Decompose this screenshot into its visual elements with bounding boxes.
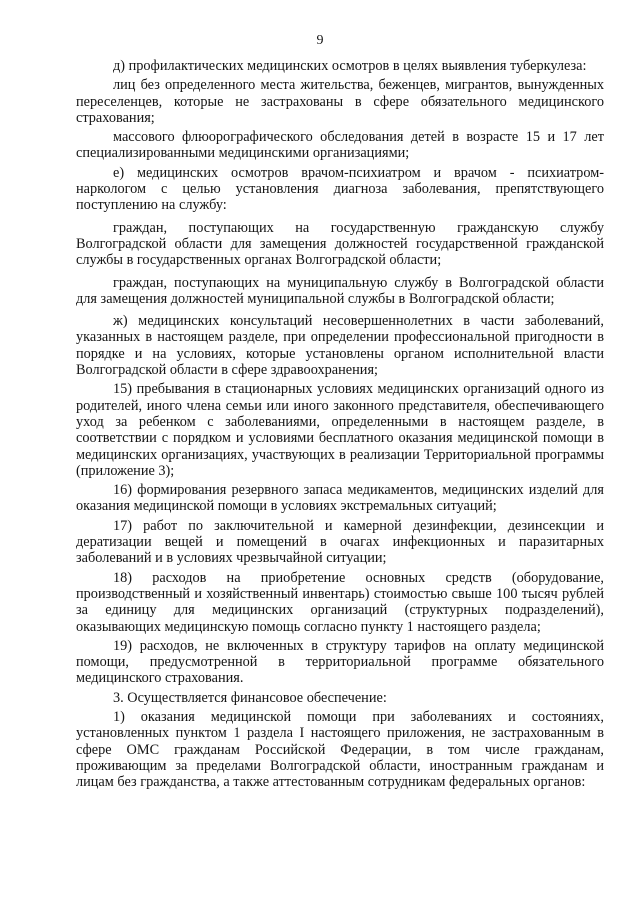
paragraph-section-3-item-1: 1) оказания медицинской помощи при заболеваниях и состояниях, установленных пунктом 1 раздела I настоящего приложения, не застрахованным в сфере ОМС гражданам Российской Федерации, в том числе гражданам, проживающим за пределами Волгоградской области, иностранным гражданам и лицам без гражданства, а также аттестованным сотрудникам федеральных органов: [76,708,604,791]
document-body [76,58,604,790]
paragraph-item-zh: ж) медицинских консультаций несовершеннолетних в части заболеваний, указанных в настоящем разделе, при определении профессиональной пригодности в порядке и на условиях, которые установлены органом исполнительной власти Волгоградской области в сфере здравоохранения; [76,313,604,379]
paragraph-fluorography-children: массового флюорографического обследования детей в возрасте 15 и 17 лет специализированными медицинскими организациями; [76,129,604,162]
paragraph-item-d: д) профилактических медицинских осмотров в целях выявления туберкулеза: [113,58,587,74]
paragraph-item-15: 15) пребывания в стационарных условиях медицинских организаций одного из родителей, иного члена семьи или иного законного представителя, обеспечивающего уход за ребенком с заболеваниями, определенными в настоящем разделе, в соответствии с порядком и условиями бесплатного оказания медицинской помощи в медицинских организациях, участвующих в реализации Территориальной программы (приложение 3); [76,381,604,479]
paragraph-municipal-service: граждан, поступающих на муниципальную службу в Волгоградской области для замещения должностей муниципальной службы в Волгоградской области; [76,274,604,307]
page-number: 9 [316,33,324,48]
paragraph-state-service: граждан, поступающих на государственную гражданскую службу Волгоградской области для замещения должностей государственной гражданской службы в государственных органах Волгоградской области; [76,219,604,269]
paragraph-item-19: 19) расходов, не включенных в структуру тарифов на оплату медицинской помощи, предусмотренной в территориальной программе обязательного медицинского страхования. [76,637,604,687]
paragraph-homeless-persons: лиц без определенного места жительства, беженцев, мигрантов, вынужденных переселенцев, которые не застрахованы в сфере обязательного медицинского страхования; [76,77,604,126]
paragraph-section-3: 3. Осуществляется финансовое обеспечение: [113,689,387,706]
paragraph-item-e: е) медицинских осмотров врачом-психиатром и врачом - психиатром-наркологом с целью установления диагноза заболевания, препятствующего поступлению на службу: [76,164,604,214]
paragraph-item-16: 16) формирования резервного запаса медикаментов, медицинских изделий для оказания медицинской помощи в условиях экстремальных ситуаций; [76,482,604,515]
paragraph-item-18: 18) расходов на приобретение основных средств (оборудование, производственный и хозяйственный инвентарь) стоимостью свыше 100 тысяч рублей за единицу для медицинских организаций (структурных подразделений), оказывающих медицинскую помощь согласно пункту 1 настоящего раздела; [76,569,604,635]
paragraph-item-17: 17) работ по заключительной и камерной дезинфекции, дезинсекции и дератизации вещей и помещений в очагах инфекционных и паразитарных заболеваний и в условиях чрезвычайной ситуации; [76,517,604,567]
